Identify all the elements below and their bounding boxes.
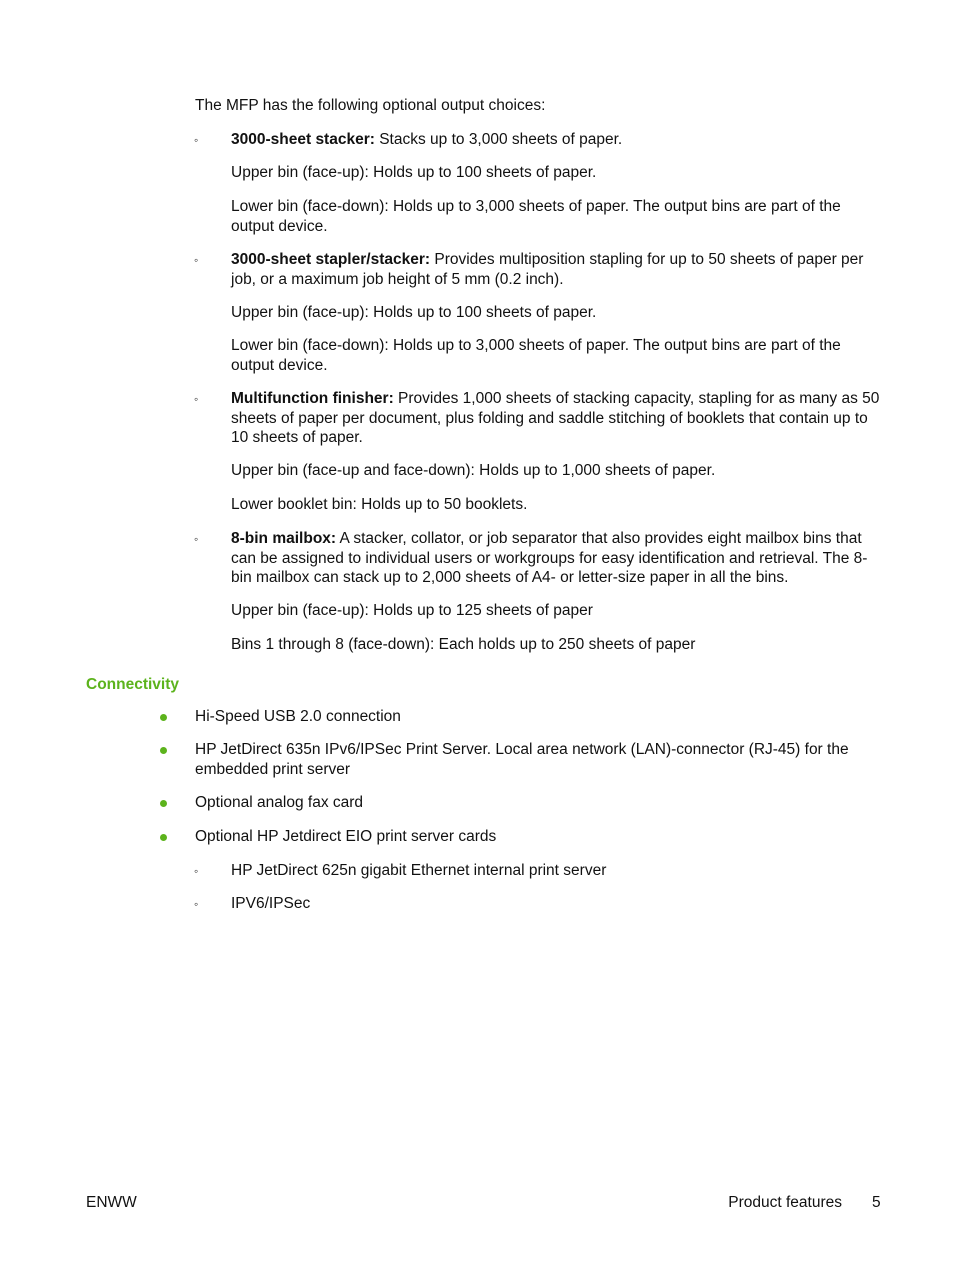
output-choice-text: Provides 1,000 sheets of stacking capacity, stapling for as many as 50 sheets of paper per document, plus folding and saddle stitching of booklets that contain up to 10 sheets of paper. xyxy=(231,390,880,446)
output-choice-detail: Lower bin (face-down): Holds up to 3,000 sheets of paper. The output bins are part of the output device. xyxy=(231,198,841,235)
output-choice-text: A stacker, collator, or job separator that also provides eight mailbox bins that can be assigned to individual users or workgroups for easy identification and retrieval. The 8-bin mailbox can stack up to 2,000 sheets of A4- or letter-size paper in all the bins. xyxy=(231,530,868,586)
green-bullet-icon xyxy=(160,747,167,754)
footer-left: ENWW xyxy=(86,1194,137,1211)
hollow-bullet-icon: ◦ xyxy=(194,864,199,878)
output-choice-title: 3000-sheet stacker: xyxy=(231,131,375,148)
output-choice-title: 8-bin mailbox: xyxy=(231,530,337,547)
connectivity-item: Optional analog fax card xyxy=(195,794,364,811)
output-choice-1 xyxy=(231,130,886,150)
output-choice-detail: Upper bin (face-up): Holds up to 125 sheets of paper xyxy=(231,602,593,619)
hollow-bullet-icon: ◦ xyxy=(194,532,199,546)
output-choice-text: Provides multiposition stapling for up to 50 sheets of paper per job, or a maximum job height of 5 mm (0.2 inch). xyxy=(231,251,864,288)
green-bullet-icon xyxy=(160,800,167,807)
green-bullet-icon xyxy=(160,834,167,841)
footer-section: Product features xyxy=(728,1194,842,1211)
intro-text: The MFP has the following optional output choices: xyxy=(195,97,546,114)
output-choice-detail: Lower bin (face-down): Holds up to 3,000 sheets of paper. The output bins are part of the output device. xyxy=(231,337,841,374)
output-choice-text: Stacks up to 3,000 sheets of paper. xyxy=(374,131,623,148)
output-choice-detail: Upper bin (face-up): Holds up to 100 sheets of paper. xyxy=(231,164,597,181)
connectivity-item: Hi-Speed USB 2.0 connection xyxy=(195,708,401,725)
hollow-bullet-icon: ◦ xyxy=(194,897,199,911)
output-choice-detail: Upper bin (face-up and face-down): Holds up to 1,000 sheets of paper. xyxy=(231,462,716,479)
output-choice-4 xyxy=(231,529,886,588)
output-choice-3 xyxy=(231,389,886,448)
output-choice-detail: Upper bin (face-up): Holds up to 100 sheets of paper. xyxy=(231,304,597,321)
connectivity-subitem: IPV6/IPSec xyxy=(231,895,311,912)
hollow-bullet-icon: ◦ xyxy=(194,392,199,406)
output-choice-detail: Bins 1 through 8 (face-down): Each holds up to 250 sheets of paper xyxy=(231,636,696,653)
output-choice-title: Multifunction finisher: xyxy=(231,390,394,407)
connectivity-subitem: HP JetDirect 625n gigabit Ethernet internal print server xyxy=(231,862,607,879)
connectivity-item: Optional HP Jetdirect EIO print server cards xyxy=(195,828,497,845)
page-number: 5 xyxy=(872,1194,881,1211)
output-choice-2 xyxy=(231,250,886,289)
connectivity-item: HP JetDirect 635n IPv6/IPSec Print Server. Local area network (LAN)-connector (RJ-45) for the embedded print server xyxy=(195,741,849,778)
hollow-bullet-icon: ◦ xyxy=(194,133,199,147)
connectivity-heading: Connectivity xyxy=(86,676,180,693)
hollow-bullet-icon: ◦ xyxy=(194,253,199,267)
output-choice-detail: Lower booklet bin: Holds up to 50 booklets. xyxy=(231,496,528,513)
green-bullet-icon xyxy=(160,714,167,721)
output-choice-title: 3000-sheet stapler/stacker: xyxy=(231,251,431,268)
